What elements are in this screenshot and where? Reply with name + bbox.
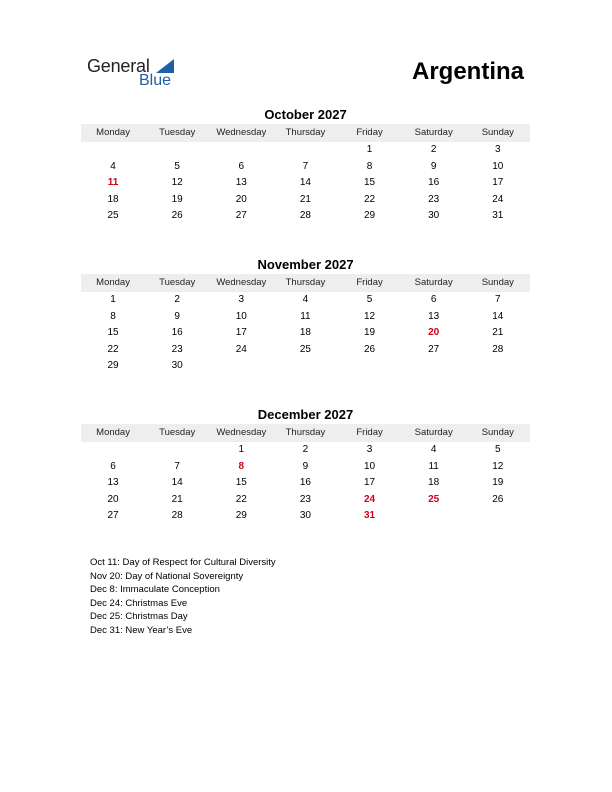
day-cell: 6 [110, 460, 116, 472]
day-cell: 21 [492, 327, 504, 339]
weekday-header [81, 424, 530, 442]
week-row [81, 475, 530, 492]
day-cell: 15 [364, 177, 376, 189]
day-cell: 26 [364, 343, 376, 355]
day-cell: 1 [366, 144, 373, 155]
day-cell: 16 [171, 327, 183, 339]
day-cell: 22 [235, 493, 247, 505]
day-cell: 23 [428, 193, 440, 205]
day-cell: 2 [302, 444, 309, 455]
day-cell: 3 [366, 444, 373, 455]
day-cell: 18 [299, 327, 311, 339]
day-cell: 14 [492, 310, 504, 322]
day-cell: 22 [107, 343, 119, 355]
weekday-label: Thursday [285, 277, 326, 288]
day-cell: 24 [235, 343, 247, 355]
day-cell: 10 [364, 460, 376, 472]
day-cell [273, 142, 337, 159]
holiday-day-cell: 11 [107, 177, 119, 189]
day-cell: 13 [235, 177, 247, 189]
day-cell: 8 [110, 310, 116, 322]
weekday-label: Sunday [481, 427, 514, 438]
day-cell: 28 [299, 210, 311, 222]
day-cell: 7 [302, 160, 309, 172]
country-title: Argentina [411, 58, 524, 85]
weekday-label: Monday [96, 127, 130, 138]
day-cell: 27 [235, 210, 247, 222]
week-row [81, 309, 530, 326]
day-cell: 10 [492, 160, 504, 172]
day-cell: 1 [238, 444, 245, 455]
holiday-item: Dec 25: Christmas Day [90, 611, 188, 623]
logo-triangle-icon [156, 59, 174, 73]
day-cell: 16 [428, 177, 440, 189]
weekday-label: Sunday [481, 277, 514, 288]
weekday-label: Friday [356, 427, 383, 438]
day-cell [402, 358, 466, 375]
weekday-label: Tuesday [159, 277, 196, 288]
weekday-header [81, 274, 530, 292]
day-cell: 11 [428, 460, 439, 472]
day-cell: 10 [235, 310, 247, 322]
day-cell: 19 [492, 477, 504, 489]
day-cell: 15 [235, 477, 247, 489]
day-cell: 1 [110, 294, 116, 305]
month-title: November 2027 [257, 257, 354, 272]
holiday-item: Dec 31: New Year’s Eve [90, 624, 193, 636]
day-cell: 9 [174, 310, 180, 322]
day-cell: 6 [238, 160, 245, 172]
day-cell: 13 [107, 477, 119, 489]
day-cell: 14 [171, 477, 183, 489]
week-row [81, 459, 530, 476]
day-cell: 26 [492, 493, 504, 505]
holiday-day-cell: 20 [428, 327, 440, 339]
day-cell: 22 [364, 193, 376, 205]
day-cell: 17 [364, 477, 376, 489]
day-cell: 20 [235, 193, 247, 205]
weekday-label: Saturday [414, 277, 453, 288]
day-cell: 30 [299, 510, 311, 522]
day-cell [209, 142, 273, 159]
weekday-label: Wednesday [216, 127, 267, 138]
day-cell: 20 [107, 493, 119, 505]
week-row [81, 358, 530, 375]
holiday-item: Nov 20: Day of National Sovereignty [90, 570, 244, 582]
day-cell: 25 [107, 210, 119, 222]
logo-blue-text: Blue [139, 72, 172, 89]
weekday-label: Tuesday [159, 127, 196, 138]
week-row [81, 208, 530, 225]
month-title: October 2027 [264, 107, 347, 122]
day-cell [81, 142, 145, 159]
day-cell: 17 [235, 327, 247, 339]
day-cell: 24 [492, 193, 504, 205]
day-cell [466, 358, 530, 375]
day-cell: 5 [174, 160, 180, 172]
weekday-label: Sunday [481, 127, 514, 138]
day-cell: 13 [428, 310, 440, 322]
day-cell: 3 [238, 294, 245, 305]
day-cell: 28 [492, 343, 504, 355]
day-cell [145, 442, 209, 459]
holiday-day-cell: 31 [364, 510, 376, 522]
day-cell: 23 [299, 493, 311, 505]
day-cell: 16 [299, 477, 311, 489]
holiday-list [90, 556, 276, 638]
week-row [81, 142, 530, 159]
day-cell: 4 [302, 294, 309, 305]
week-row [81, 492, 530, 509]
day-cell: 18 [428, 477, 440, 489]
weekday-label: Thursday [285, 427, 326, 438]
day-cell: 30 [171, 360, 183, 372]
day-cell: 6 [430, 294, 437, 305]
generalblue-logo [87, 56, 187, 92]
weekday-label: Saturday [414, 127, 453, 138]
day-cell: 31 [492, 210, 504, 222]
day-cell [81, 442, 145, 459]
weekday-label: Friday [356, 127, 383, 138]
logo-general-text: General [87, 56, 150, 76]
day-cell: 23 [171, 343, 183, 355]
day-cell: 9 [302, 460, 309, 472]
day-cell [338, 358, 402, 375]
day-cell: 9 [430, 160, 437, 172]
weekday-label: Monday [96, 277, 130, 288]
day-cell: 25 [299, 343, 311, 355]
day-cell: 3 [495, 144, 501, 155]
week-row [81, 508, 530, 525]
day-cell: 15 [107, 327, 119, 339]
week-row [81, 192, 530, 209]
day-cell: 19 [171, 193, 183, 205]
day-cell [273, 358, 337, 375]
day-cell [209, 358, 273, 375]
month-title: December 2027 [257, 407, 354, 422]
weekday-label: Friday [356, 277, 383, 288]
day-cell: 19 [364, 327, 376, 339]
day-cell: 12 [492, 460, 504, 472]
holiday-day-cell: 24 [364, 493, 376, 505]
weekday-label: Thursday [285, 127, 326, 138]
day-cell: 7 [174, 460, 180, 472]
weeks [81, 142, 530, 225]
month-october [81, 107, 530, 225]
day-cell: 11 [300, 310, 311, 322]
weekday-label: Tuesday [159, 427, 196, 438]
day-cell: 5 [495, 444, 501, 455]
day-cell: 12 [364, 310, 376, 322]
month-december [81, 407, 530, 525]
holiday-day-cell: 25 [428, 493, 440, 505]
day-cell: 21 [171, 493, 183, 505]
week-row [81, 175, 530, 192]
week-row [81, 292, 530, 309]
day-cell: 4 [110, 160, 116, 172]
day-cell: 14 [299, 177, 311, 189]
day-cell [402, 508, 466, 525]
day-cell: 5 [366, 294, 373, 305]
day-cell [145, 142, 209, 159]
weekday-label: Saturday [414, 427, 453, 438]
week-row [81, 442, 530, 459]
day-cell: 30 [428, 210, 440, 222]
weeks [81, 292, 530, 375]
day-cell: 27 [428, 343, 440, 355]
week-row [81, 342, 530, 359]
month-november [81, 257, 530, 375]
week-row [81, 159, 530, 176]
day-cell: 27 [107, 510, 119, 522]
day-cell: 29 [107, 360, 119, 372]
day-cell: 2 [174, 294, 180, 305]
weekday-label: Wednesday [216, 427, 267, 438]
day-cell: 18 [107, 193, 119, 205]
weekday-header [81, 124, 530, 142]
day-cell: 29 [364, 210, 376, 222]
day-cell: 7 [495, 294, 501, 305]
holiday-item: Dec 8: Immaculate Conception [90, 584, 220, 596]
holiday-item: Oct 11: Day of Respect for Cultural Diversity [90, 557, 276, 568]
day-cell: 17 [492, 177, 504, 189]
day-cell [466, 508, 530, 525]
day-cell: 12 [171, 177, 183, 189]
weekday-label: Wednesday [216, 277, 267, 288]
day-cell: 8 [366, 160, 373, 172]
day-cell: 26 [171, 210, 183, 222]
holiday-item: Dec 24: Christmas Eve [90, 597, 188, 609]
weekday-label: Monday [96, 427, 130, 438]
week-row [81, 325, 530, 342]
day-cell: 21 [299, 193, 311, 205]
day-cell: 29 [235, 510, 247, 522]
day-cell: 28 [171, 510, 183, 522]
day-cell: 2 [430, 144, 437, 155]
holiday-day-cell: 8 [238, 460, 245, 472]
weeks [81, 442, 530, 525]
day-cell: 4 [430, 444, 437, 455]
